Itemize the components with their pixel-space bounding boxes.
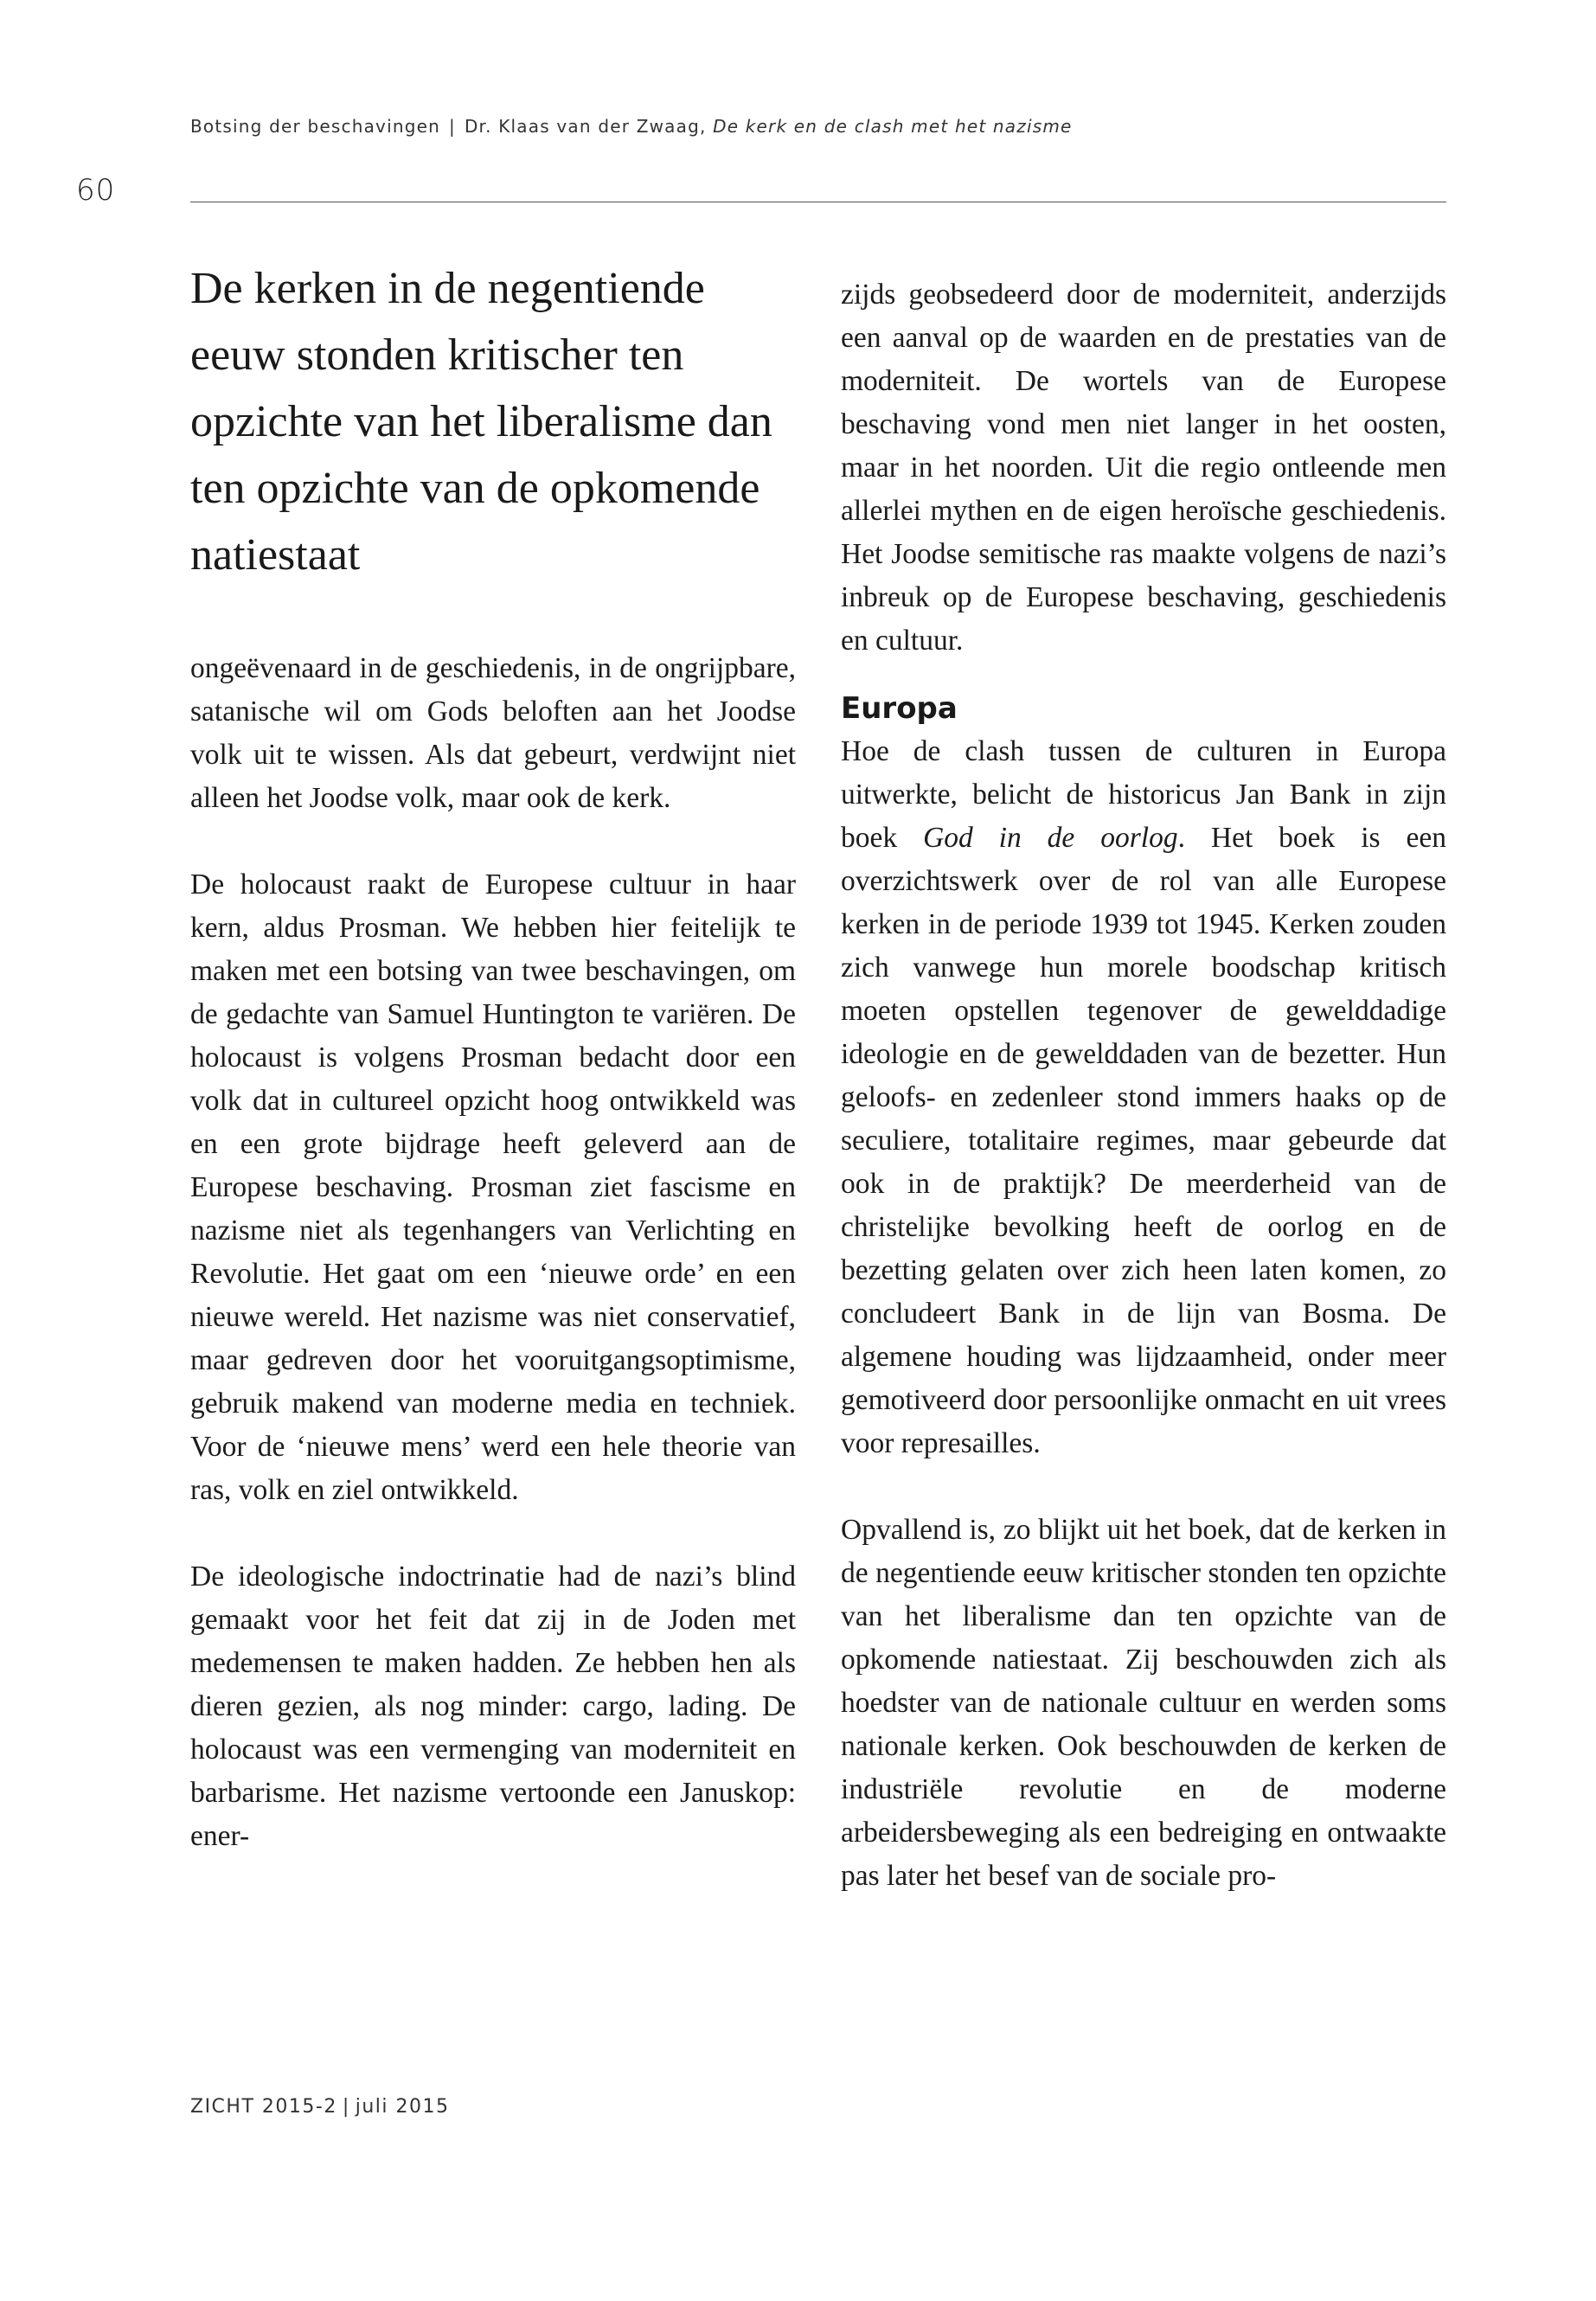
paragraph-text: Hoe de clash tussen de culturen in Europa uitwerkte, belicht de historicus Jan Bank in zijn boek: [841, 735, 1446, 854]
header-author: Dr. Klaas van der Zwaag,: [464, 116, 707, 137]
body-paragraph: ongeëvenaard in de geschiedenis, in de ongrijpbare, satanische wil om Gods beloften aan het Joodse volk uit te wissen. Als dat gebeurt, verdwijnt niet alleen het Joodse volk, maar ook de kerk.: [190, 652, 796, 814]
header-series: Botsing der beschavingen: [190, 116, 440, 137]
header-article-title: De kerk en de clash met het nazisme: [713, 116, 1073, 137]
footer-separator: |: [342, 2096, 350, 2118]
pull-quote: De kerken in de negentiende eeuw stonden kritischer ten opzichte van het liberalisme dan ten opzichte van de opkomende natiestaat: [190, 264, 772, 580]
footer-journal: ZICHT 2015-2: [190, 2096, 337, 2118]
running-header: [190, 116, 1073, 137]
right-column: [841, 273, 1446, 1898]
page-number: 60: [76, 173, 116, 208]
body-paragraph: De ideologische indoctrinatie had de nazi’s blind gemaakt voor het feit dat zij in de Joden met medemensen te maken hadden. Ze hebben hen als dieren gezien, als nog minder: cargo, lading. De holocaust was een vermenging van moderniteit en barbarisme. Het nazisme vertoonde een Januskop: ener-: [190, 1561, 796, 1852]
left-column: [190, 255, 796, 1858]
body-paragraph: [841, 730, 1446, 1465]
book-title: God in de oorlog: [923, 822, 1178, 854]
body-paragraph: De holocaust raakt de Europese cultuur in haar kern, aldus Prosman. We hebben hier feitelijk te maken met een botsing van twee beschavingen, om de gedachte van Samuel Huntington te variëren. De holocaust is volgens Prosman bedacht door een volk dat in cultureel opzicht hoog ontwikkeld was en een grote bijdrage heeft geleverd aan de Europese beschaving. Prosman ziet fascisme en nazisme niet als tegenhangers van Verlichting en Revolutie. Het gaat om een ‘nieuwe orde’ en een nieuwe wereld. Het nazisme was niet conservatief, maar gedreven door het vooruitgangsoptimisme, gebruik makend van moderne media en techniek. Voor de ‘nieuwe mens’ werd een hele theorie van ras, volk en ziel ontwikkeld.: [190, 868, 796, 1506]
section-heading: Europa: [841, 691, 958, 726]
footer-date: juli 2015: [355, 2096, 450, 2118]
footer: [190, 2096, 450, 2118]
body-paragraph: zijds geobsedeerd door de moderniteit, anderzijds een aanval op de waarden en de prestaties van de moderniteit. De wortels van de Europese beschaving vond men niet langer in het oosten, maar in het noorden. Uit die regio ontleende men allerlei mythen en de eigen heroïsche geschiedenis. Het Joodse semitische ras maakte volgens de nazi’s inbreuk op de Europese beschaving, geschiedenis en cultuur.: [841, 279, 1446, 657]
header-separator: |: [448, 116, 456, 137]
paragraph-text: . Het boek is een overzichtswerk over de rol van alle Europese kerken in de periode 1939 tot 1945. Kerken zouden zich vanwege hun morele boodschap kritisch moeten opstellen tegenover de gewelddadige ideologie en de gewelddaden van de bezetter. Hun geloofs- en zedenleer stond immers haaks op de seculiere, totalitaire regimes, maar gebeurde dat ook in de praktijk? De meerderheid van de christelijke bevolking heeft de oorlog en de bezetting gelaten over zich heen laten komen, zo concludeert Bank in de lijn van Bosma. De algemene houding was lijdzaamheid, onder meer gemotiveerd door persoonlijke onmacht en uit vrees voor represailles.: [841, 822, 1446, 1459]
body-paragraph: Opvallend is, zo blijkt uit het boek, dat de kerken in de negentiende eeuw kritischer stonden ten opzichte van het liberalisme dan ten opzichte van de opkomende natiestaat. Zij beschouwden zich als hoedster van de nationale cultuur en werden soms nationale kerken. Ook beschouwden de kerken de industriële revolutie en de moderne arbeidersbeweging als een bedreiging en ontwaakte pas later het besef van de sociale pro-: [841, 1514, 1446, 1892]
